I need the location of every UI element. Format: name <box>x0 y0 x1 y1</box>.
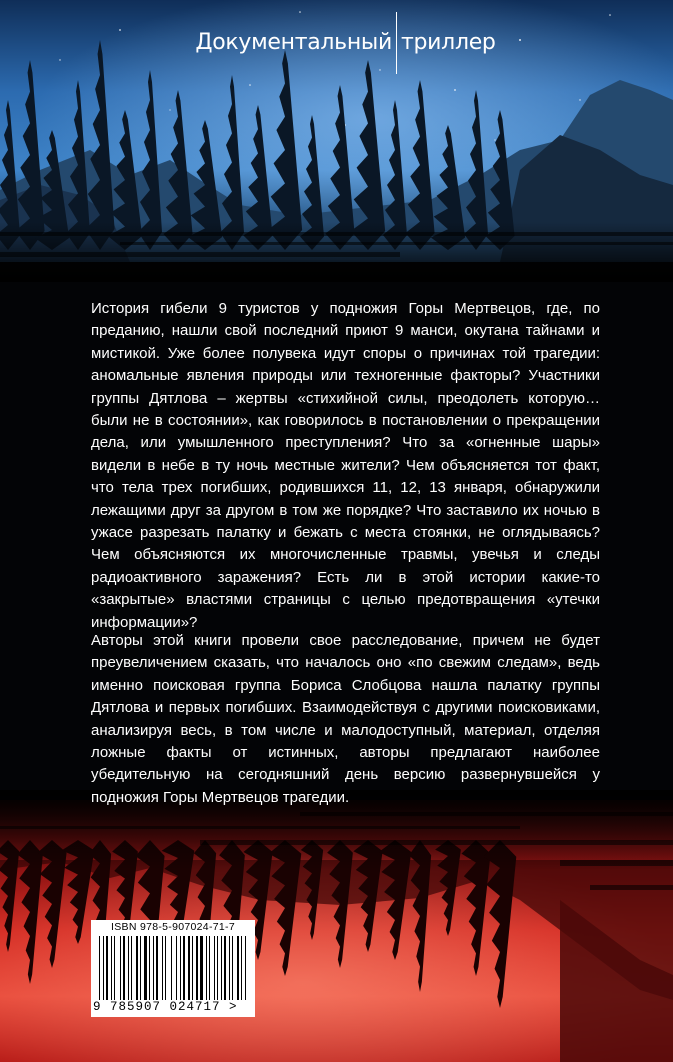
barcode-bars <box>99 936 247 1000</box>
blurb-paragraph-1: История гибели 9 туристов у подножия Горы Мертвецов, где, по преданию, нашли свой последний приют 9 манси, окутана тайнами и мистикой. Уже более полувека идут споры о причинах той трагедии: аномальные явления природы или техногенные факторы? Участники группы Дятлова – жертвы «стихийной силы, преодолеть которую… были не в состоянии», как говорилось в постановлении о прекращении дела, или умышленного преступления? Что за «огненные шары» видели в небе в ту ночь местные жители? Чем объясняется тот факт, что тела трех погибших, родившихся 11, 12, 13 января, обнаружили лежащими друг за другом в том же порядке? Что заставило их ночью в ужасе разрезать палатку и бежать с места стоянки, не оглядываясь? Чем объясняются их многочисленные травмы, увечья и следы радиоактивного заражения? Есть ли в этой истории какие-то «закрытые» властями страницы с целью предотвращения «утечки информации»? <box>91 300 600 631</box>
blurb-paragraph-2: Авторы этой книги провели свое расследование, причем не будет преувеличением сказать, что началось оно «по свежим следам», ведь именно поисковая группа Бориса Слобцова нашла палатку группы Дятлова и первых погибших. Взаимодействуя с другими поисковиками, анализируя весь, в том числе и малодоступный, материал, отделяя ложные факты от истинных, авторы предлагают наиболее убедительную на сегодняшний день версию развернувшейся у подножия Горы Мертвецов трагедии. <box>91 632 600 806</box>
series-label-thriller: триллер <box>401 30 496 55</box>
series-header <box>0 22 673 62</box>
series-divider <box>396 12 397 74</box>
ean-digits: 9 785907 024717 > <box>93 1000 238 1014</box>
series-label-documentary: Документальный <box>195 30 392 55</box>
isbn-number: ISBN 978-5-907024-71-7 <box>111 921 235 933</box>
isbn-barcode <box>91 920 255 1017</box>
